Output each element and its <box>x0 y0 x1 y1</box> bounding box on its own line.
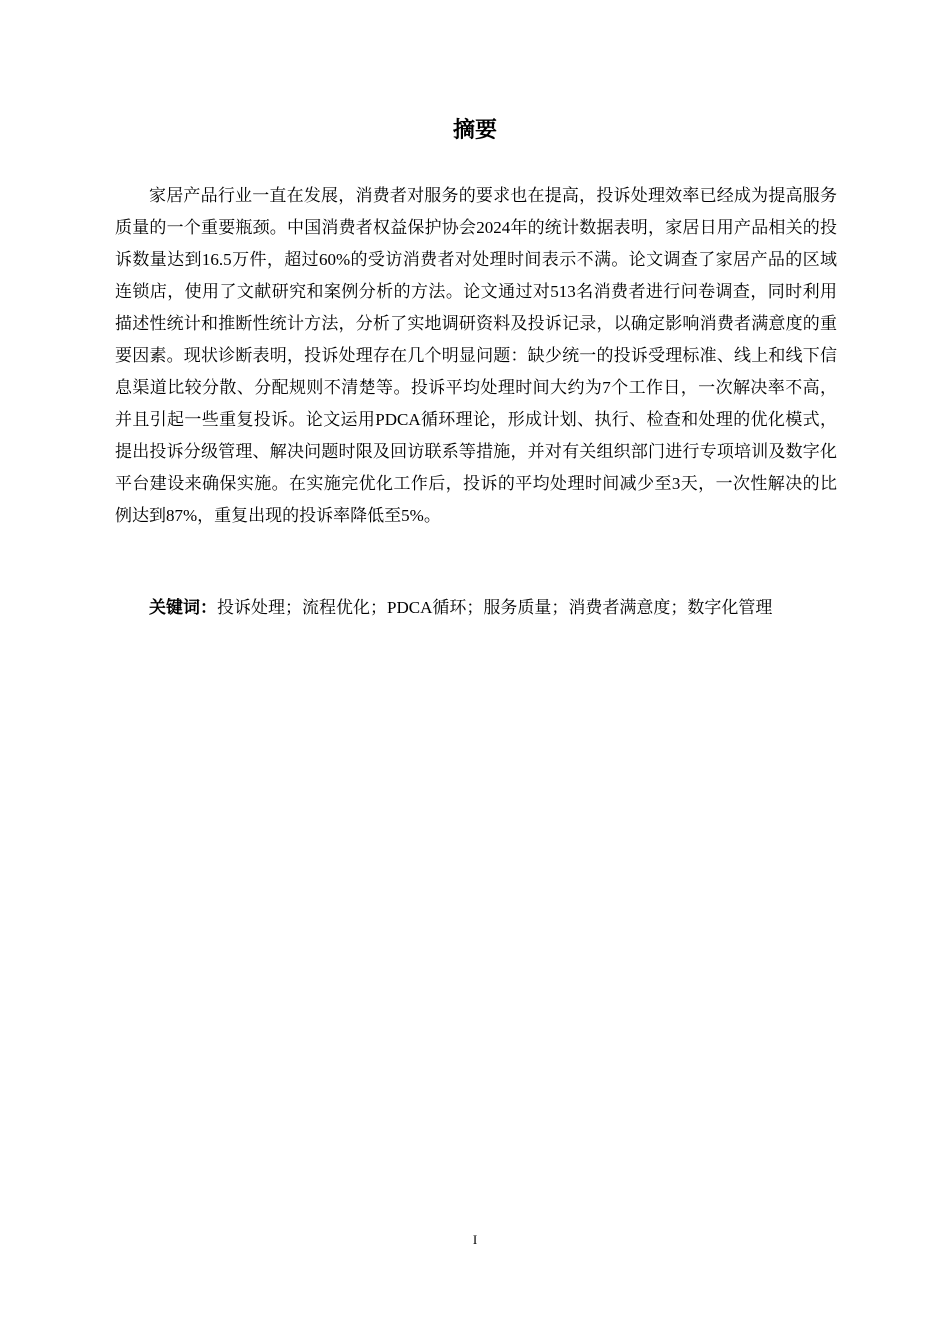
keywords-label: 关键词： <box>149 598 217 618</box>
keywords-paragraph <box>115 592 837 624</box>
abstract-paragraph: 家居产品行业一直在发展，消费者对服务的要求也在提高，投诉处理效率已经成为提高服务质量的一个重要瓶颈。中国消费者权益保护协会2024年的统计数据表明，家居日用产品相关的投诉数量达到16.5万件，超过60%的受访消费者对处理时间表示不满。论文调查了家居产品的区域连锁店，使用了文献研究和案例分析的方法。论文通过对513名消费者进行问卷调查，同时利用描述性统计和推断性统计方法，分析了实地调研资料及投诉记录，以确定影响消费者满意度的重要因素。现状诊断表明，投诉处理存在几个明显问题：缺少统一的投诉受理标准、线上和线下信息渠道比较分散、分配规则不清楚等。投诉平均处理时间大约为7个工作日，一次解决率不高，并且引起一些重复投诉。论文运用PDCA循环理论，形成计划、执行、检查和处理的优化模式，提出投诉分级管理、解决问题时限及回访联系等措施，并对有关组织部门进行专项培训及数字化平台建设来确保实施。在实施完优化工作后，投诉的平均处理时间减少至3天，一次性解决的比例达到87%，重复出现的投诉率降低至5%。 <box>115 186 837 525</box>
keywords-text: 投诉处理；流程优化；PDCA循环；服务质量；消费者满意度；数字化管理 <box>217 598 773 617</box>
page-number: I <box>472 1232 478 1247</box>
page-title: 摘要 <box>452 118 497 143</box>
